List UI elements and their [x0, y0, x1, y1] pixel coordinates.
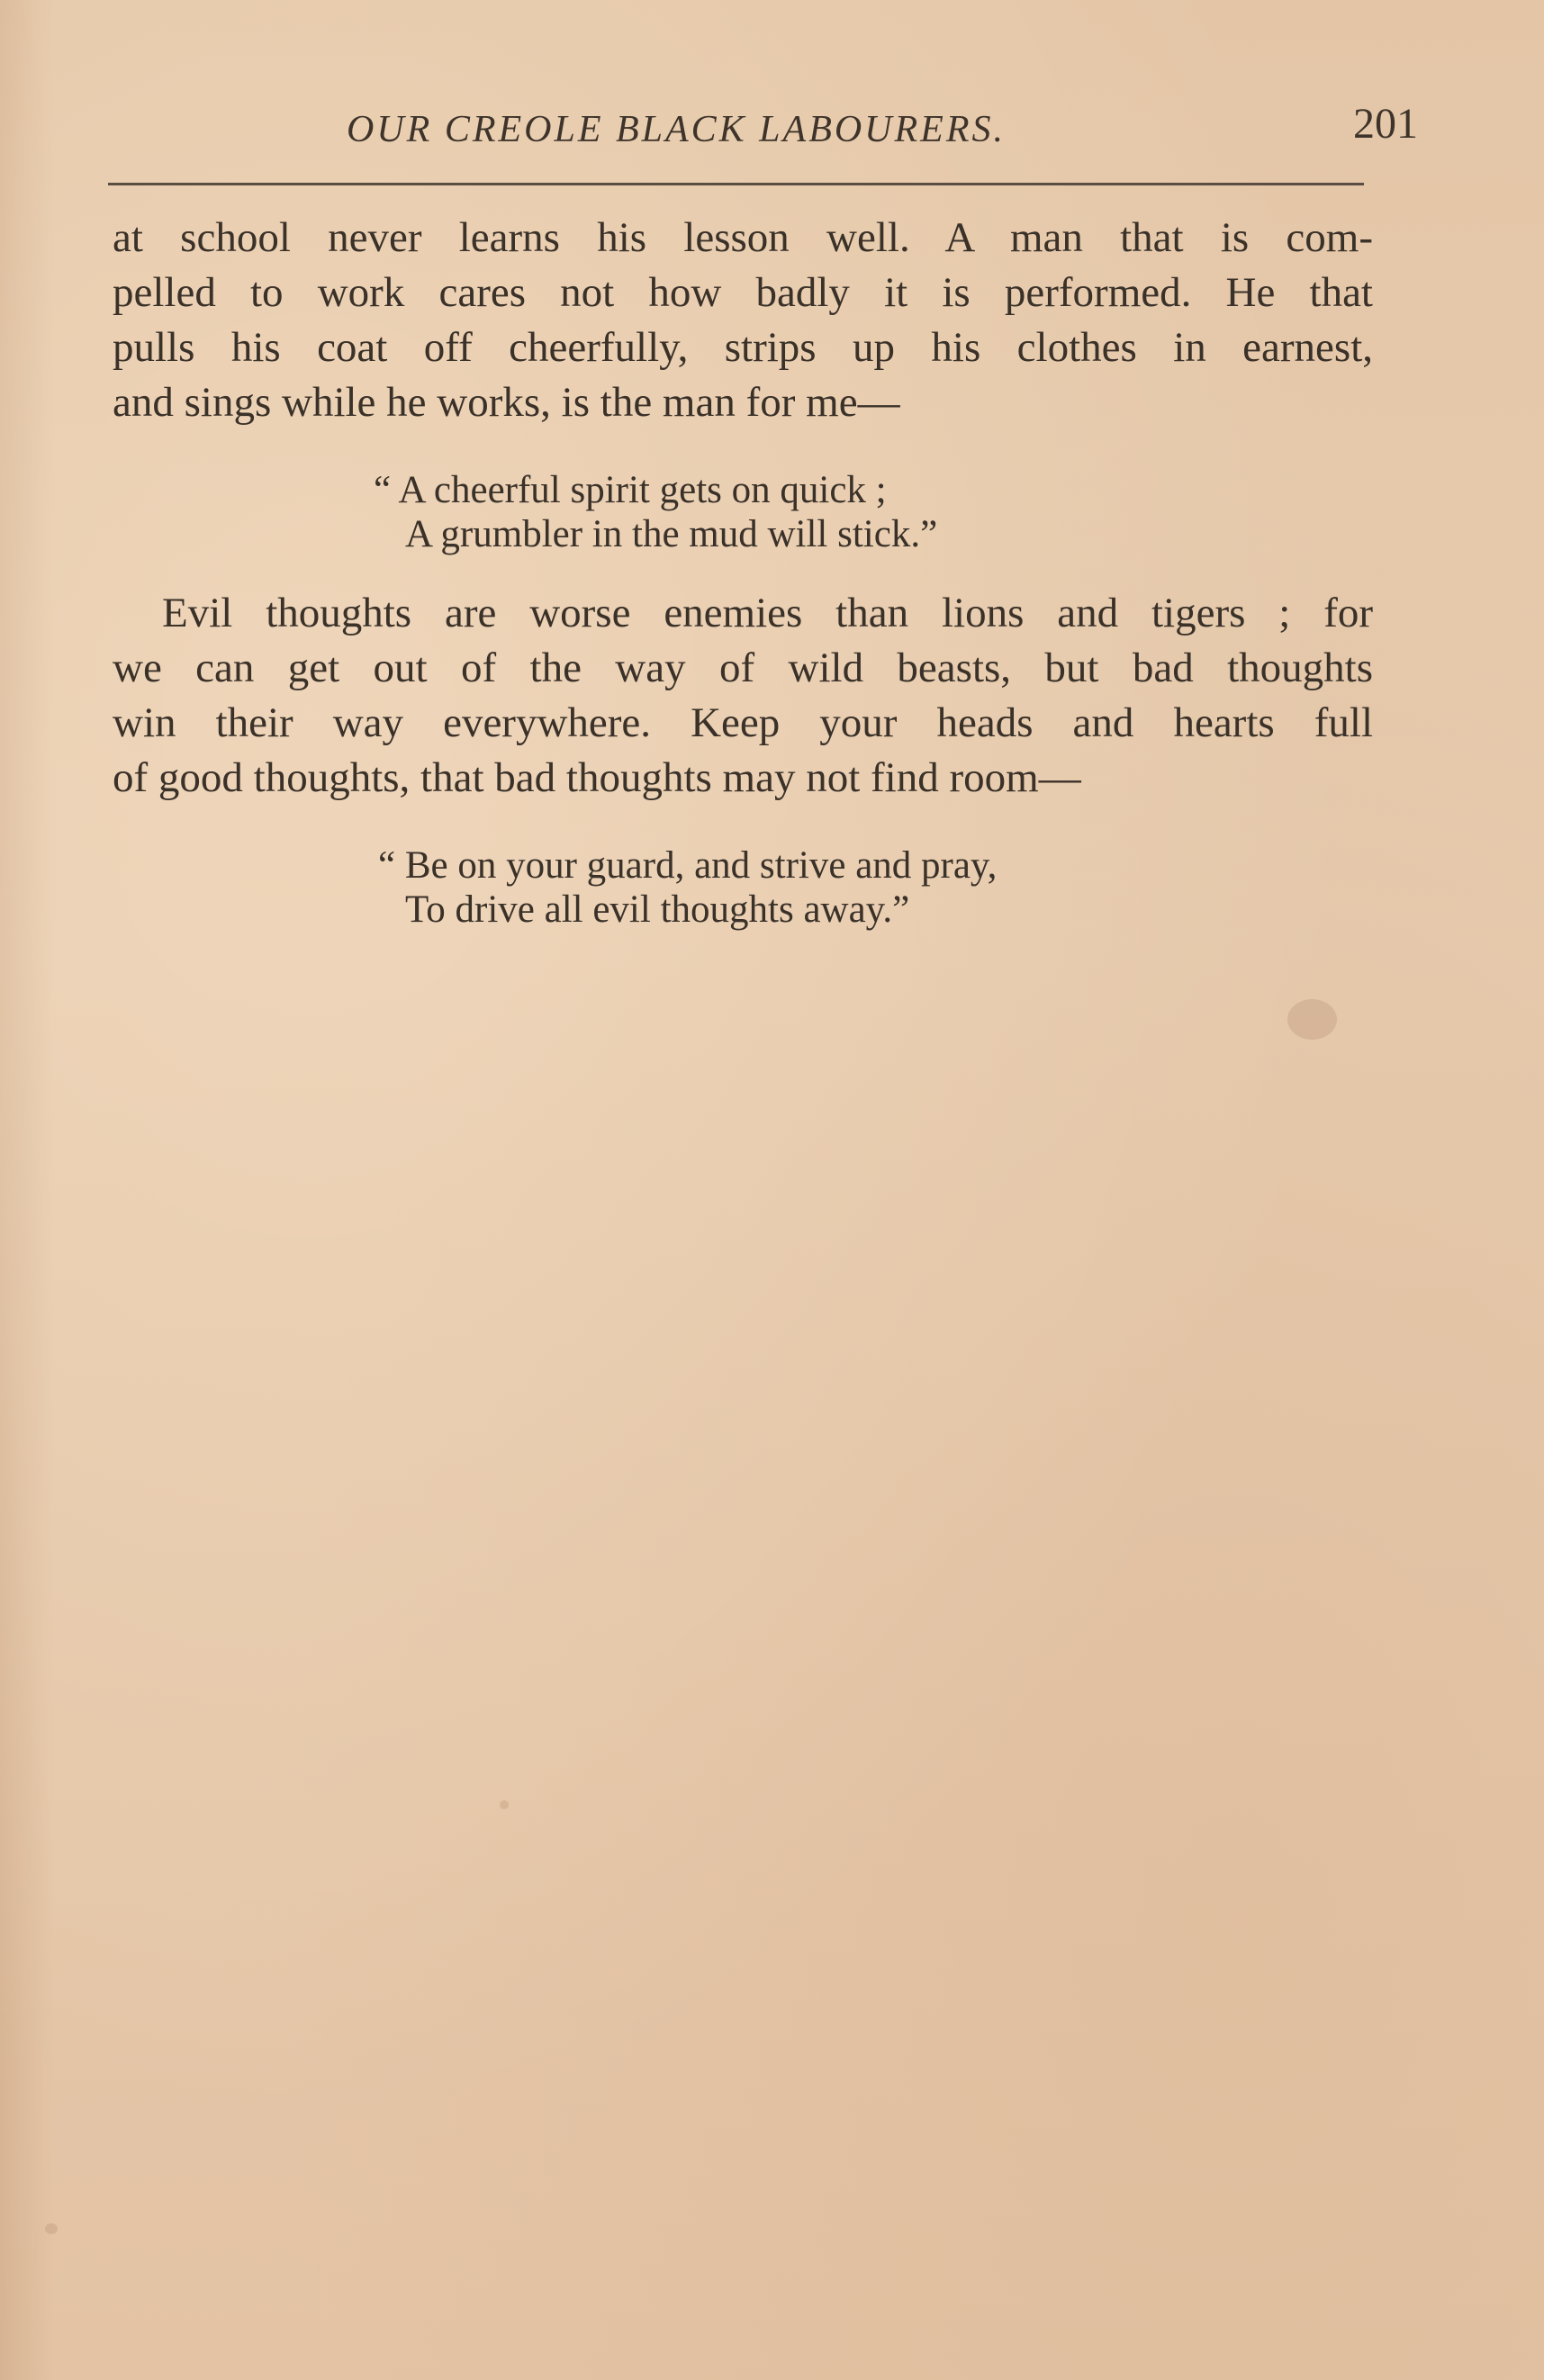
- page-number: 201: [1353, 100, 1418, 148]
- header-rule: [108, 183, 1364, 185]
- text-line: Evil thoughts are worse enemies than lions and tigers ; for: [162, 590, 1373, 636]
- text-line: pulls his coat off cheerfully, strips up his clothes in earnest,: [113, 324, 1373, 371]
- verse-line: “ A cheerful spirit gets on quick ;: [374, 469, 887, 511]
- paragraph: [113, 586, 1373, 806]
- paper-stain: [500, 1800, 509, 1809]
- paragraph: [113, 211, 1373, 430]
- verse-line: To drive all evil thoughts away.”: [405, 888, 910, 931]
- verse-line: “ Be on your guard, and strive and pray,: [378, 844, 998, 887]
- paper-stain: [1287, 999, 1337, 1040]
- page-header: [108, 99, 1418, 153]
- text-line: pelled to work cares not how badly it is performed. He that: [113, 269, 1373, 316]
- text-line: win their way everywhere. Keep your heads and hearts full: [113, 699, 1373, 746]
- verse-quote: [374, 468, 937, 556]
- running-title: OUR CREOLE BLACK LABOURERS.: [347, 109, 1006, 150]
- text-line: at school never learns his lesson well. A man that is com-: [113, 214, 1373, 261]
- verse-quote: [378, 843, 997, 932]
- text-line: and sings while he works, is the man for me—: [113, 379, 900, 426]
- text-line: we can get out of the way of wild beasts, but bad thoughts: [113, 645, 1373, 691]
- verse-line: A grumbler in the mud will stick.”: [405, 513, 938, 555]
- text-line: of good thoughts, that bad thoughts may not find room—: [113, 754, 1081, 801]
- paper-stain: [45, 2223, 58, 2234]
